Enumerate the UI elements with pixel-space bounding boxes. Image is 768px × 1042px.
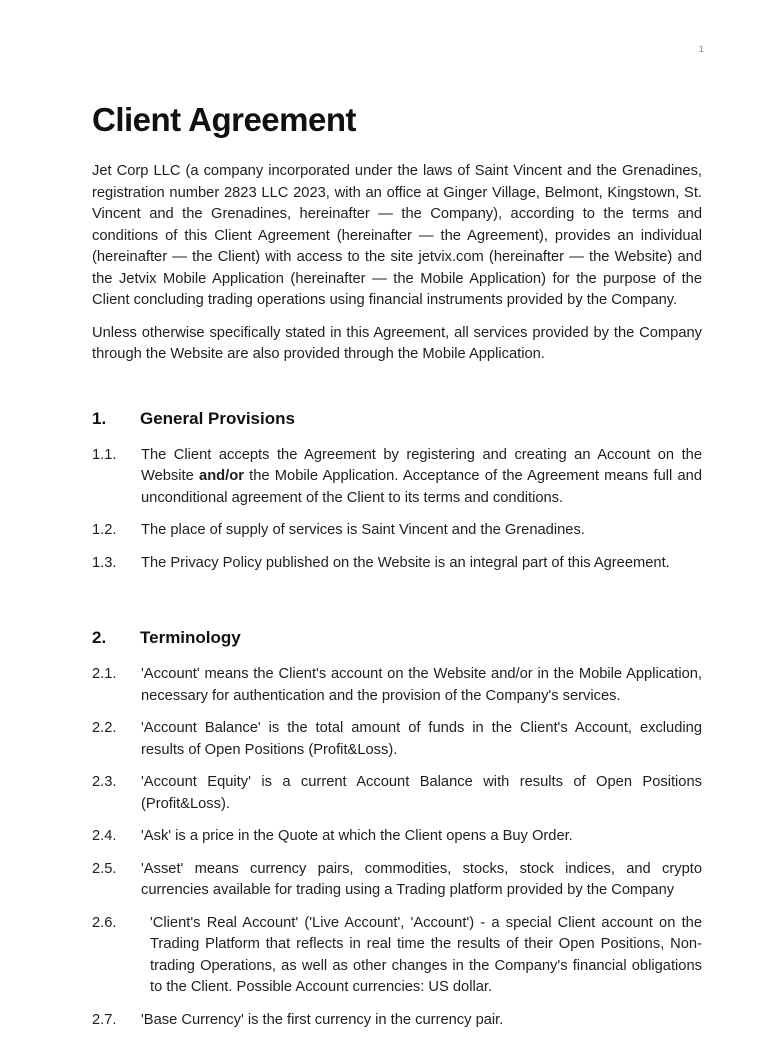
clause-text-2-3: 'Account Equity' is a current Account Balance with results of Open Positions (Profit&Loss).	[141, 774, 702, 812]
clause-number-1-1: 1.1.	[92, 446, 117, 463]
intro-paragraph-1: Jet Corp LLC (a company incorporated under the laws of Saint Vincent and the Grenadines, registration number 2823 LLC 2023, with an office at Ginger Village, Belmont, Kingstown, St. Vincent and the Grenadines, hereinafter — the Company), according to the terms and conditions of this Client Agreement (hereinafter — the Agreement), provides an individual (hereinafter — the Client) with access to the site jetvix.com (hereinafter — the Website) and the Jetvix Mobile Application (hereinafter — the Mobile Application) for the purpose of the Client concluding trading operations using financial instruments provided by the Company.	[92, 163, 702, 308]
clause-2-4	[92, 826, 702, 848]
section-heading-terminology	[92, 627, 702, 649]
clause-number-1-2: 1.2.	[92, 522, 117, 538]
clause-number-2-7: 2.7.	[92, 1011, 117, 1028]
clause-text-1-1	[141, 445, 702, 510]
section-number-2: 2.	[92, 628, 107, 647]
clause-2-6	[92, 913, 702, 999]
section-title-2: Terminology	[140, 628, 241, 647]
clause-1-1-text-before-bold: The Client accepts the Agreement by registering and creating an Account on the Website	[141, 446, 702, 484]
spacer-after-section-1-heading	[92, 430, 702, 445]
clause-number-2-2: 2.2.	[92, 720, 117, 736]
clause-2-7	[92, 1010, 702, 1032]
clause-1-2	[92, 520, 702, 542]
clause-number-2-6: 2.6.	[92, 914, 117, 931]
intro-paragraph-2: Unless otherwise specifically stated in this Agreement, all services provided by the Company through the Website are also provided through the Mobile Application.	[92, 324, 702, 362]
clause-number-2-1: 2.1.	[92, 666, 117, 682]
clause-text-2-1: 'Account' means the Client's account on the Website and/or in the Mobile Application, necessary for authentication and the provision of the Company's services.	[141, 666, 702, 704]
section-title-1: General Provisions	[140, 408, 295, 428]
clause-2-1	[92, 664, 702, 707]
clause-text-2-2: 'Account Balance' is the total amount of funds in the Client's Account, excluding results of Open Positions (Profit&Loss).	[141, 720, 702, 758]
clause-2-3	[92, 772, 702, 815]
clause-text-2-5: 'Asset' means currency pairs, commodities, stocks, stock indices, and crypto currencies available for trading using a Trading platform provided by the Company	[141, 860, 702, 898]
clause-number-2-3: 2.3.	[92, 774, 117, 790]
clause-1-1-text-after-bold: the Mobile Application. Acceptance of the Agreement means full and unconditional agreement of the Client to its terms and conditions.	[141, 468, 703, 506]
clause-2-5	[92, 859, 702, 902]
clause-text-2-7: 'Base Currency' is the first currency in the currency pair.	[141, 1011, 504, 1028]
clause-1-1	[92, 445, 702, 510]
clause-2-2	[92, 718, 702, 761]
document-body	[92, 100, 702, 1042]
clause-text-2-6: 'Client's Real Account' ('Live Account', 'Account') - a special Client account on the Trading Platform that reflects in real time the results of their Open Positions, Non-trading Operations, as well as other changes in the Company's financial obligations to the Client. Possible Account currencies: US dollar.	[150, 914, 702, 995]
clause-text-1-2: The place of supply of services is Saint Vincent and the Grenadines.	[141, 522, 585, 538]
clause-1-3	[92, 553, 702, 575]
clause-text-2-4: 'Ask' is a price in the Quote at which the Client opens a Buy Order.	[141, 828, 573, 844]
spacer-before-section-1	[92, 366, 702, 408]
section-heading-general-provisions	[92, 408, 702, 430]
spacer-before-section-2	[92, 585, 702, 627]
clause-number-1-3: 1.3.	[92, 554, 117, 571]
clause-number-2-4: 2.4.	[92, 828, 117, 844]
clause-1-1-bold-term: and/or	[199, 468, 244, 484]
spacer-after-section-2-heading	[92, 649, 702, 664]
clause-number-2-5: 2.5.	[92, 860, 117, 877]
page-number: 1	[698, 44, 704, 54]
section-number-1: 1.	[92, 408, 107, 428]
page-title: Client Agreement	[92, 101, 356, 138]
clause-text-1-3: The Privacy Policy published on the Website is an integral part of this Agreement.	[141, 554, 670, 571]
